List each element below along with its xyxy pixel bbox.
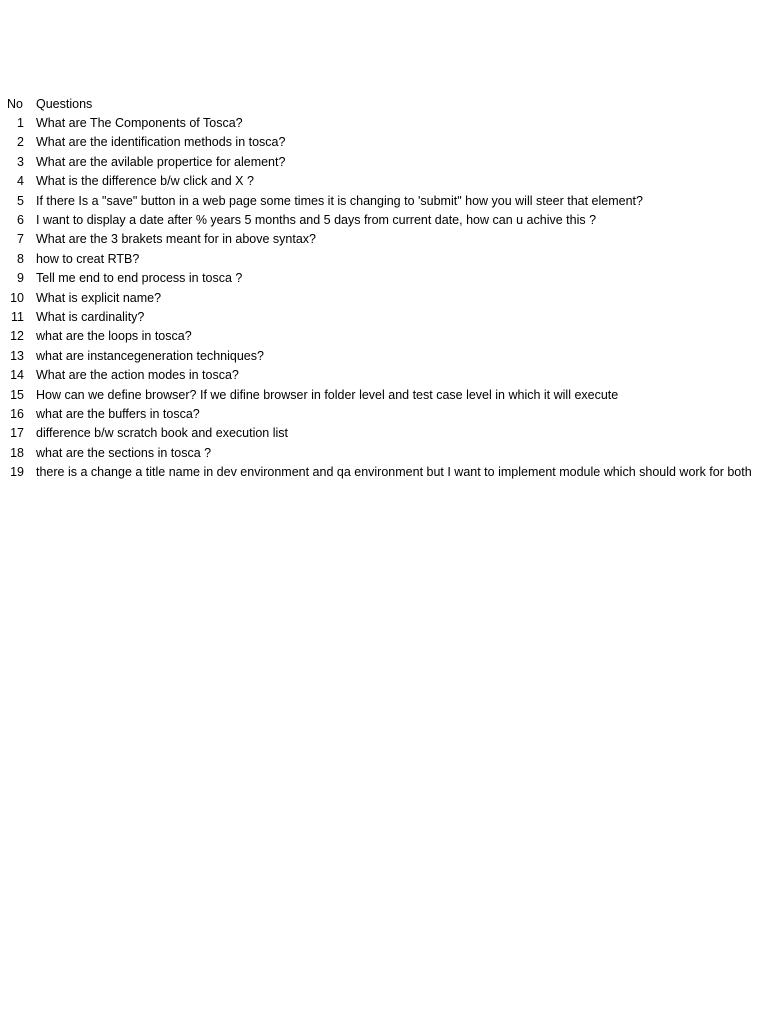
row-number: 4 [17,174,24,189]
row-number: 9 [17,271,24,286]
header-questions: Questions [36,96,93,111]
row-question: what are the loops in tosca? [36,329,192,344]
row-number: 13 [10,348,24,363]
row-question: I want to display a date after % years 5 months and 5 days from current date, how can u achive this ? [36,213,597,228]
row-question: Tell me end to end process in tosca ? [36,271,243,286]
row-question: What are The Components of Tosca? [36,116,243,131]
row-number: 8 [17,251,24,266]
table-row [0,385,768,404]
row-question: how to creat RTB? [36,251,140,266]
row-number: 5 [17,193,24,208]
row-question: How can we define browser? If we difine browser in folder level and test case level in which it will execute [36,387,619,402]
row-question: difference b/w scratch book and execution list [36,426,288,441]
questions-table [0,94,768,482]
table-row [0,249,768,268]
row-question: What is the difference b/w click and X ? [36,174,254,189]
row-number: 11 [11,309,24,324]
row-number: 16 [10,406,24,421]
row-question: what are the buffers in tosca? [36,406,200,421]
table-row [0,210,768,229]
row-number: 15 [10,387,24,402]
row-question: What are the avilable propertice for alement? [36,154,286,169]
table-row [0,172,768,191]
table-row [0,462,768,481]
table-row [0,443,768,462]
row-question: If there Is a "save" button in a web page some times it is changing to 'submit" how you will steer that element? [36,193,643,208]
table-row [0,307,768,326]
row-question: what are instancegeneration techniques? [36,348,264,363]
table-row [0,230,768,249]
row-number: 18 [10,445,24,460]
row-number: 3 [17,154,24,169]
table-row [0,424,768,443]
table-row [0,191,768,210]
row-question: what are the sections in tosca ? [36,445,212,460]
row-question: What is cardinality? [36,309,145,324]
table-row [0,346,768,365]
row-question: What is explicit name? [36,290,162,305]
table-row [0,288,768,307]
table-row [0,404,768,423]
header-row [0,94,768,113]
row-number: 6 [17,213,24,228]
table-row [0,133,768,152]
table-row [0,269,768,288]
row-number: 10 [10,290,24,305]
row-question: What are the identification methods in tosca? [36,135,286,150]
row-number: 2 [17,135,24,150]
table-row [0,152,768,171]
row-question: What are the 3 brakets meant for in above syntax? [36,232,317,247]
row-question: there is a change a title name in dev environment and qa environment but I want to implement module which should work for both [36,465,752,480]
table-row [0,327,768,346]
table-row [0,365,768,384]
row-number: 14 [10,368,24,383]
row-number: 1 [17,116,24,131]
table-row [0,113,768,132]
row-question: What are the action modes in tosca? [36,368,239,383]
row-number: 7 [17,232,24,247]
header-no: No [7,96,23,111]
row-number: 12 [10,329,24,344]
row-number: 17 [10,426,24,441]
row-number: 19 [10,465,24,480]
